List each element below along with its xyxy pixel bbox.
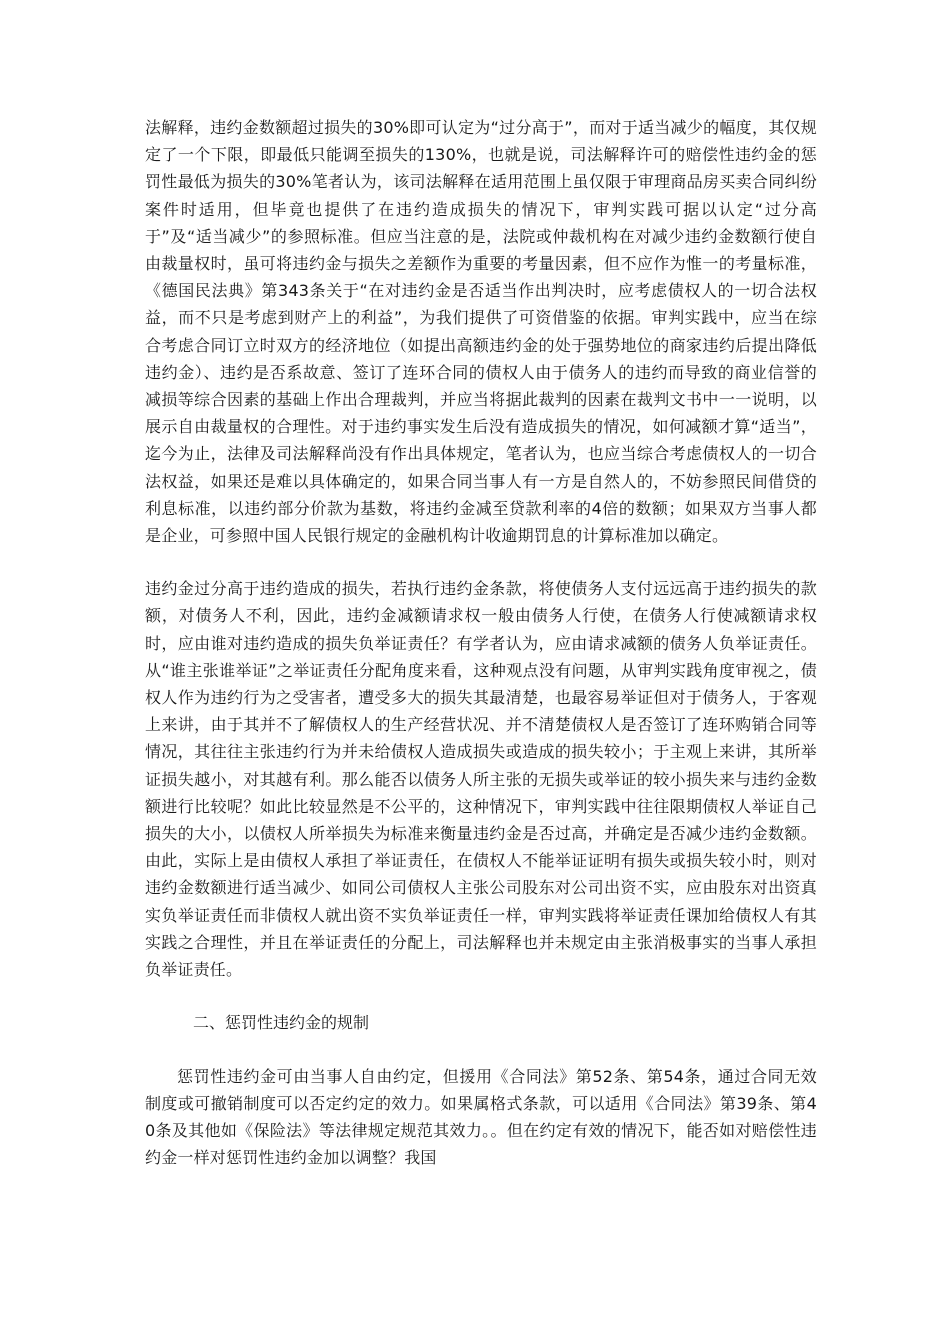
section-heading: 二、惩罚性违约金的规制 <box>193 1013 370 1033</box>
document-page <box>145 114 817 1171</box>
paragraph-spacer <box>145 983 817 1009</box>
paragraph-spacer <box>145 1037 817 1063</box>
paragraph-punitive-penalty: 惩罚性违约金可由当事人自由约定，但援用《合同法》第52条、第54条，通过合同无效制度或可撤销制度可以否定约定的效力。如果属格式条款，可以适用《合同法》第39条、第40条及其他如《保险法》等法律规定规范其效力。。但在约定有效的情况下，能否如对赔偿性违约金一样对惩罚性违约金加以调整？我国 <box>145 1066 817 1168</box>
paragraph-damages-adjustment: 法解释，违约金数额超过损失的30%即可认定为“过分高于”，而对于适当减少的幅度，其仅规定了一个下限，即最低只能调至损失的130%，也就是说，司法解释许可的赔偿性违约金的惩罚性最低为损失的30%笔者认为，该司法解释在适用范围上虽仅限于审理商品房买卖合同纠纷案件时适用，但毕竟也提供了在违约造成损失的情况下，审判实践可据以认定“过分高于”及“适当减少”的参照标准。但应当注意的是，法院或仲裁机构在对减少违约金数额行使自由裁量权时，虽可将违约金与损失之差额作为重要的考量因素，但不应作为惟一的考量标准，《德国民法典》第343条关于“在对违约金是否适当作出判决时，应考虑债权人的一切合法权益，而不只是考虑到财产上的利益”，为我们提供了可资借鉴的依据。审判实践中，应当在综合考虑合同订立时双方的经济地位（如提出高额违约金的处于强势地位的商家违约后提出降低违约金）、违约是否系故意、签订了连环合同的债权人由于债务人的违约而导致的商业信誉的减损等综合因素的基础上作出合理裁判，并应当将据此裁判的因素在裁判文书中一一说明，以展示自由裁量权的合理性。对于违约事实发生后没有造成损失的情况，如何减额才算“适当”，迄今为止，法律及司法解释尚没有作出具体规定，笔者认为，也应当综合考虑债权人的一切合法权益，如果还是难以具体确定的，如果合同当事人有一方是自然人的，不妨参照民间借贷的利息标准，以违约部分价款为基数，将违约金减至贷款利率的4倍的数额；如果双方当事人都是企业，可参照中国人民银行规定的金融机构计收逾期罚息的计算标准加以确定。 <box>145 118 817 546</box>
paragraph-burden-of-proof: 违约金过分高于违约造成的损失，若执行违约金条款，将使债务人支付远远高于违约损失的款额，对债务人不利，因此，违约金减额请求权一般由债务人行使，在债务人行使减额请求权时，应由谁对违约造成的损失负举证责任？有学者认为，应由请求减额的债务人负举证责任。从“谁主张谁举证”之举证责任分配角度来看，这种观点没有问题，从审判实践角度审视之，债权人作为违约行为之受害者，遭受多大的损失其最清楚，也最容易举证但对于债务人，于客观上来讲，由于其并不了解债权人的生产经营状况、并不清楚债权人是否签订了连环购销合同等情况，其往往主张违约行为并未给债权人造成损失或造成的损失较小；于主观上来讲，其所举证损失越小，对其越有利。那么能否以债务人所主张的无损失或举证的较小损失来与违约金数额进行比较呢？如此比较显然是不公平的，这种情况下，审判实践中往往限期债权人举证自己损失的大小，以债权人所举损失为标准来衡量违约金是否过高，并确定是否减少违约金数额。由此，实际上是由债权人承担了举证责任，在债权人不能举证证明有损失或损失较小时，则对违约金数额进行适当减少、如同公司债权人主张公司股东对公司出资不实，应由股东对出资真实负举证责任而非债权人就出资不实负举证责任一样，审判实践将举证责任课加给债权人有其实践之合理性，并且在举证责任的分配上，司法解释也并未规定由主张消极事实的当事人承担负举证责任。 <box>145 579 817 980</box>
paragraph-spacer <box>145 549 817 575</box>
